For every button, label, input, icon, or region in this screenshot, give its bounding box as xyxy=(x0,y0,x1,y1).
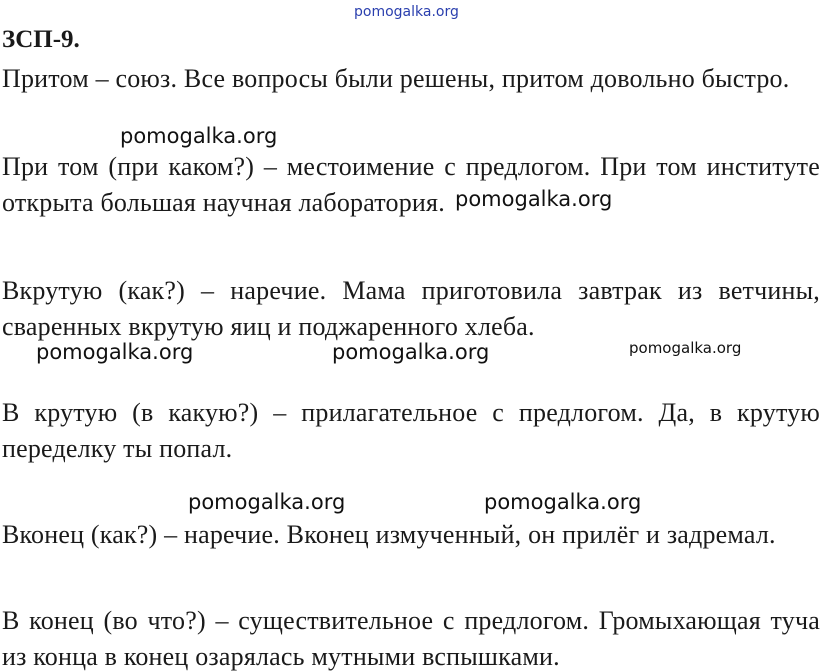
paragraph-4-line-1: В крутую (в какую?) – прилагательное с предлогом. Да, в крутую xyxy=(2,398,820,427)
paragraph-3-line-1: Вкрутую (как?) – наречие. Мама приготовила завтрак из ветчины, xyxy=(2,276,820,305)
watermark-2: pomogalka.org xyxy=(455,187,613,211)
paragraph-1-line-1: Притом – союз. Все вопросы были решены, притом довольно быстро. xyxy=(2,64,790,93)
watermark-7: pomogalka.org xyxy=(484,490,642,514)
paragraph-4-line-2: переделку ты попал. xyxy=(2,434,233,463)
paragraph-2-line-2: открыта большая научная лаборатория. xyxy=(2,188,445,217)
top-watermark: pomogalka.org xyxy=(354,4,459,20)
watermark-6: pomogalka.org xyxy=(188,490,346,514)
paragraph-3-line-2: сваренных вкрутую яиц и поджаренного хлеба. xyxy=(2,312,535,341)
paragraph-5-line-1: Вконец (как?) – наречие. Вконец измученный, он прилёг и задремал. xyxy=(2,520,776,549)
paragraph-6-line-2: из конца в конец озарялась мутными вспышками. xyxy=(2,642,560,671)
watermark-3: pomogalka.org xyxy=(36,340,194,364)
watermark-1: pomogalka.org xyxy=(120,124,278,148)
paragraph-2-line-1: При том (при каком?) – местоимение с предлогом. При том институте xyxy=(2,152,820,181)
page-title: ЗСП-9. xyxy=(2,26,80,53)
watermark-4: pomogalka.org xyxy=(332,340,490,364)
paragraph-6-line-1: В конец (во что?) – существительное с предлогом. Громыхающая туча xyxy=(2,606,820,635)
watermark-5: pomogalka.org xyxy=(629,339,742,357)
